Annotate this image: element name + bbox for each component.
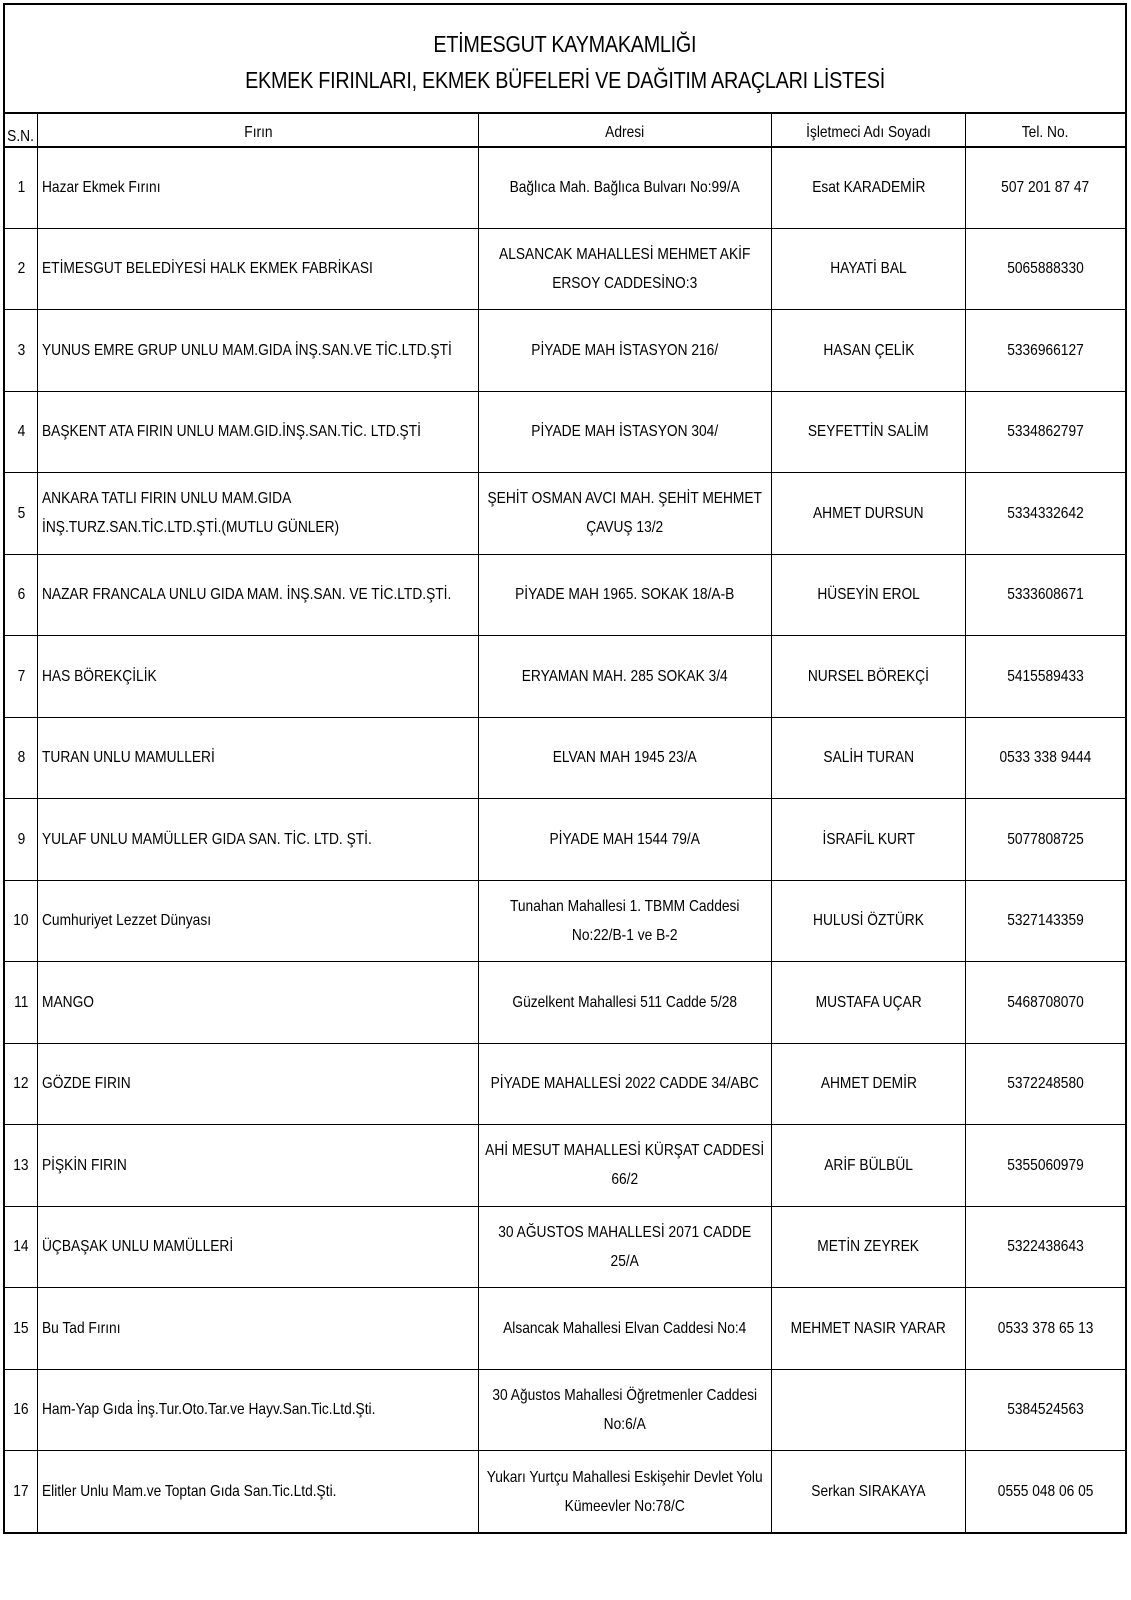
cell-tel: 5468708070 xyxy=(966,962,1126,1044)
cell-isletmeci: AHMET DURSUN xyxy=(772,473,966,555)
cell-firin: YULAF UNLU MAMÜLLER GIDA SAN. TİC. LTD. ŞTİ. xyxy=(38,799,479,881)
cell-adres: PİYADE MAHALLESİ 2022 CADDE 34/ABC xyxy=(479,1043,772,1125)
cell-adres: ERYAMAN MAH. 285 SOKAK 3/4 xyxy=(479,636,772,718)
cell-isletmeci: ARİF BÜLBÜL xyxy=(772,1125,966,1207)
cell-sn: 2 xyxy=(5,228,38,310)
cell-isletmeci: HASAN ÇELİK xyxy=(772,310,966,392)
cell-firin: Cumhuriyet Lezzet Dünyası xyxy=(38,880,479,962)
cell-adres: PİYADE MAH 1965. SOKAK 18/A-B xyxy=(479,554,772,636)
table-row xyxy=(5,717,1125,799)
cell-isletmeci: SALİH TURAN xyxy=(772,717,966,799)
table-row xyxy=(5,1043,1125,1125)
table-row xyxy=(5,799,1125,881)
cell-firin: HAS BÖREKÇİLİK xyxy=(38,636,479,718)
bakery-table xyxy=(5,113,1125,1532)
cell-isletmeci: SEYFETTİN SALİM xyxy=(772,391,966,473)
cell-adres: ALSANCAK MAHALLESİ MEHMET AKİF ERSOY CADDESİNO:3 xyxy=(479,228,772,310)
cell-tel: 5334332642 xyxy=(966,473,1126,555)
table-row xyxy=(5,310,1125,392)
cell-sn: 14 xyxy=(5,1206,38,1288)
cell-sn: 3 xyxy=(5,310,38,392)
cell-tel: 5077808725 xyxy=(966,799,1126,881)
bakery-list-sheet xyxy=(3,3,1127,1534)
table-row xyxy=(5,473,1125,555)
cell-adres: Tunahan Mahallesi 1. TBMM Caddesi No:22/B-1 ve B-2 xyxy=(479,880,772,962)
table-row xyxy=(5,880,1125,962)
cell-tel: 5065888330 xyxy=(966,228,1126,310)
cell-tel: 507 201 87 47 xyxy=(966,147,1126,229)
cell-tel: 0533 378 65 13 xyxy=(966,1288,1126,1370)
document-title: ETİMESGUT KAYMAKAMLIĞI xyxy=(433,30,697,57)
cell-adres: ELVAN MAH 1945 23/A xyxy=(479,717,772,799)
cell-sn: 13 xyxy=(5,1125,38,1207)
cell-tel: 5322438643 xyxy=(966,1206,1126,1288)
cell-adres: ŞEHİT OSMAN AVCI MAH. ŞEHİT MEHMET ÇAVUŞ 13/2 xyxy=(479,473,772,555)
table-row xyxy=(5,228,1125,310)
cell-adres: Yukarı Yurtçu Mahallesi Eskişehir Devlet Yolu Kümeevler No:78/C xyxy=(479,1451,772,1533)
table-row xyxy=(5,636,1125,718)
cell-isletmeci: MEHMET NASIR YARAR xyxy=(772,1288,966,1370)
cell-isletmeci: İSRAFİL KURT xyxy=(772,799,966,881)
cell-adres: 30 AĞUSTOS MAHALLESİ 2071 CADDE 25/A xyxy=(479,1206,772,1288)
table-row xyxy=(5,1206,1125,1288)
cell-sn: 11 xyxy=(5,962,38,1044)
cell-adres: AHİ MESUT MAHALLESİ KÜRŞAT CADDESİ 66/2 xyxy=(479,1125,772,1207)
cell-firin: ETİMESGUT BELEDİYESİ HALK EKMEK FABRİKASI xyxy=(38,228,479,310)
cell-firin: Bu Tad Fırını xyxy=(38,1288,479,1370)
cell-firin: TURAN UNLU MAMULLERİ xyxy=(38,717,479,799)
header-sn: S.N. xyxy=(5,114,38,147)
table-row xyxy=(5,962,1125,1044)
cell-firin: PİŞKİN FIRIN xyxy=(38,1125,479,1207)
cell-isletmeci: HÜSEYİN EROL xyxy=(772,554,966,636)
cell-tel: 5327143359 xyxy=(966,880,1126,962)
cell-isletmeci: Esat KARADEMİR xyxy=(772,147,966,229)
cell-sn: 7 xyxy=(5,636,38,718)
cell-isletmeci: METİN ZEYREK xyxy=(772,1206,966,1288)
cell-isletmeci: HAYATİ BAL xyxy=(772,228,966,310)
table-row xyxy=(5,554,1125,636)
cell-isletmeci xyxy=(772,1369,966,1451)
cell-firin: ÜÇBAŞAK UNLU MAMÜLLERİ xyxy=(38,1206,479,1288)
cell-isletmeci: MUSTAFA UÇAR xyxy=(772,962,966,1044)
cell-sn: 9 xyxy=(5,799,38,881)
cell-adres: Alsancak Mahallesi Elvan Caddesi No:4 xyxy=(479,1288,772,1370)
cell-sn: 15 xyxy=(5,1288,38,1370)
cell-tel: 5334862797 xyxy=(966,391,1126,473)
table-row xyxy=(5,147,1125,229)
table-row xyxy=(5,1369,1125,1451)
cell-firin: GÖZDE FIRIN xyxy=(38,1043,479,1125)
cell-sn: 6 xyxy=(5,554,38,636)
cell-isletmeci: NURSEL BÖREKÇİ xyxy=(772,636,966,718)
cell-firin: NAZAR FRANCALA UNLU GIDA MAM. İNŞ.SAN. VE TİC.LTD.ŞTİ. xyxy=(38,554,479,636)
cell-tel: 0555 048 06 05 xyxy=(966,1451,1126,1533)
cell-sn: 12 xyxy=(5,1043,38,1125)
cell-firin: Hazar Ekmek Fırını xyxy=(38,147,479,229)
cell-firin: MANGO xyxy=(38,962,479,1044)
cell-tel: 0533 338 9444 xyxy=(966,717,1126,799)
cell-adres: PİYADE MAH İSTASYON 216/ xyxy=(479,310,772,392)
cell-firin: BAŞKENT ATA FIRIN UNLU MAM.GID.İNŞ.SAN.TİC. LTD.ŞTİ xyxy=(38,391,479,473)
cell-tel: 5355060979 xyxy=(966,1125,1126,1207)
cell-sn: 5 xyxy=(5,473,38,555)
table-row xyxy=(5,1451,1125,1533)
cell-tel: 5333608671 xyxy=(966,554,1126,636)
cell-adres: PİYADE MAH 1544 79/A xyxy=(479,799,772,881)
cell-firin: Elitler Unlu Mam.ve Toptan Gıda San.Tic.Ltd.Şti. xyxy=(38,1451,479,1533)
document-title-block xyxy=(5,5,1125,113)
cell-firin: ANKARA TATLI FIRIN UNLU MAM.GIDA İNŞ.TURZ.SAN.TİC.LTD.ŞTİ.(MUTLU GÜNLER) xyxy=(38,473,479,555)
cell-firin: Ham-Yap Gıda İnş.Tur.Oto.Tar.ve Hayv.San.Tic.Ltd.Şti. xyxy=(38,1369,479,1451)
cell-sn: 1 xyxy=(5,147,38,229)
cell-adres: Güzelkent Mahallesi 511 Cadde 5/28 xyxy=(479,962,772,1044)
cell-sn: 8 xyxy=(5,717,38,799)
header-isletmeci: İşletmeci Adı Soyadı xyxy=(772,114,966,147)
cell-adres: 30 Ağustos Mahallesi Öğretmenler Caddesi No:6/A xyxy=(479,1369,772,1451)
cell-sn: 16 xyxy=(5,1369,38,1451)
cell-isletmeci: AHMET DEMİR xyxy=(772,1043,966,1125)
table-row xyxy=(5,391,1125,473)
cell-sn: 10 xyxy=(5,880,38,962)
header-adres: Adresi xyxy=(479,114,772,147)
header-firin: Fırın xyxy=(38,114,479,147)
document-subtitle: EKMEK FIRINLARI, EKMEK BÜFELERİ VE DAĞITIM ARAÇLARI LİSTESİ xyxy=(245,66,885,93)
table-row xyxy=(5,1125,1125,1207)
cell-adres: Bağlıca Mah. Bağlıca Bulvarı No:99/A xyxy=(479,147,772,229)
cell-tel: 5384524563 xyxy=(966,1369,1126,1451)
cell-isletmeci: Serkan SIRAKAYA xyxy=(772,1451,966,1533)
table-header-row xyxy=(5,114,1125,147)
cell-sn: 17 xyxy=(5,1451,38,1533)
header-tel: Tel. No. xyxy=(966,114,1126,147)
cell-tel: 5415589433 xyxy=(966,636,1126,718)
cell-isletmeci: HULUSİ ÖZTÜRK xyxy=(772,880,966,962)
cell-firin: YUNUS EMRE GRUP UNLU MAM.GIDA İNŞ.SAN.VE TİC.LTD.ŞTİ xyxy=(38,310,479,392)
cell-adres: PİYADE MAH İSTASYON 304/ xyxy=(479,391,772,473)
cell-sn: 4 xyxy=(5,391,38,473)
cell-tel: 5336966127 xyxy=(966,310,1126,392)
table-row xyxy=(5,1288,1125,1370)
cell-tel: 5372248580 xyxy=(966,1043,1126,1125)
